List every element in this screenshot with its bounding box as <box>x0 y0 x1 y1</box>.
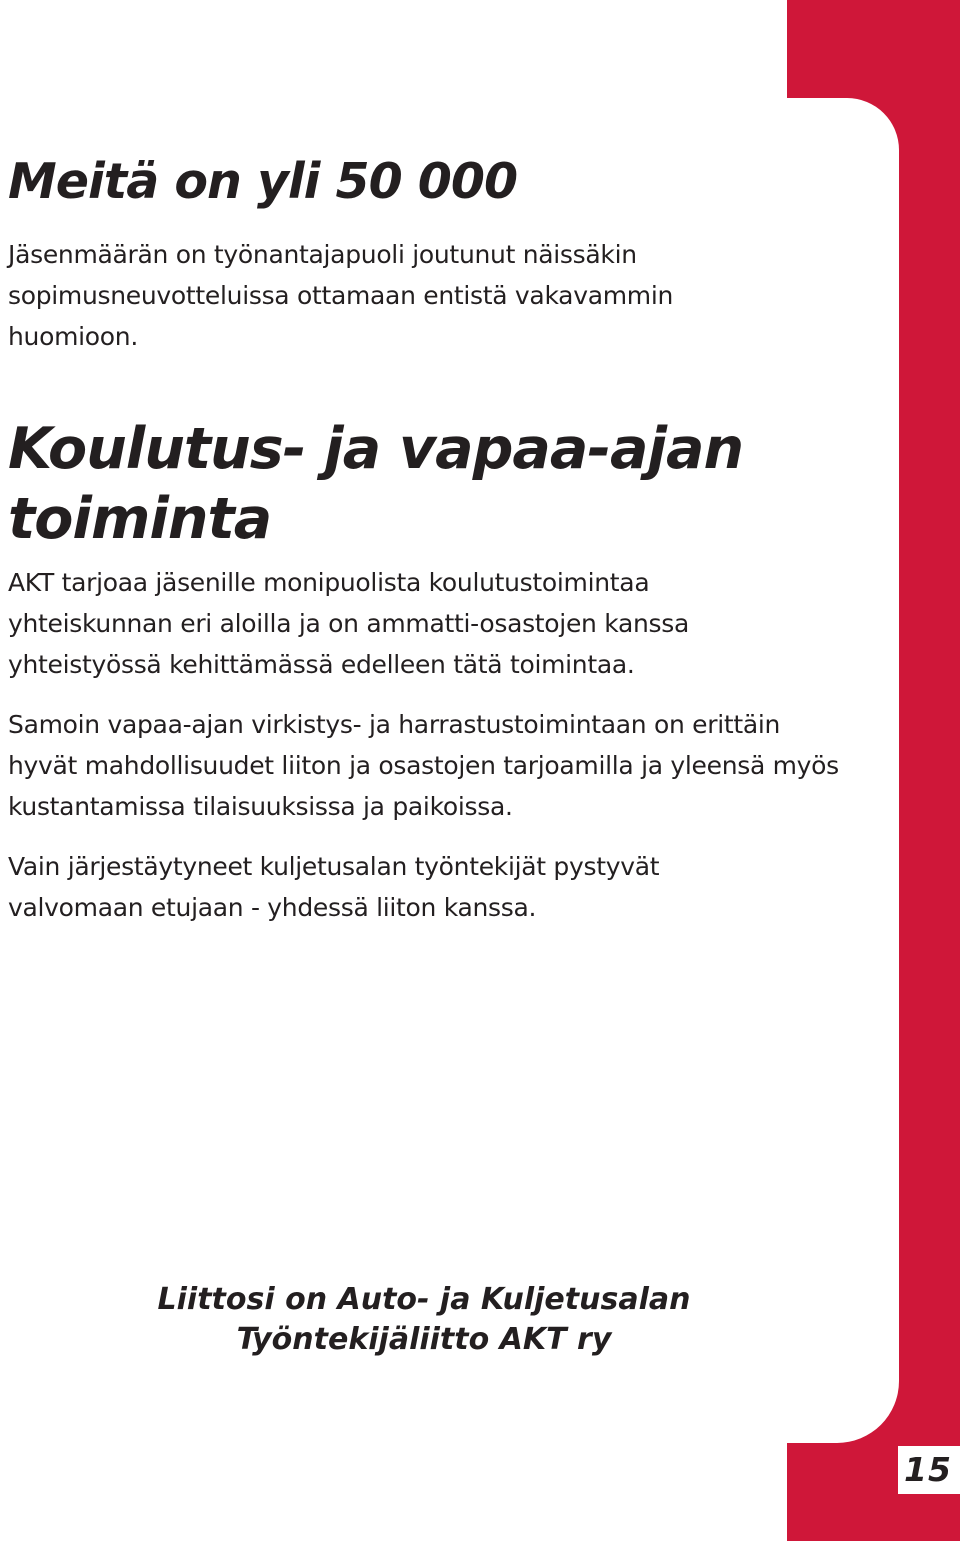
heading-members: Meitä on yli 50 000 <box>8 153 518 210</box>
paragraph-training-organized: Vain järjestäytyneet kuljetusalan työntekijät pystyvät valvomaan etujaan - yhdessä liiton kanssa. <box>8 852 660 922</box>
paragraph-members: Jäsenmäärän on työnantajapuoli joutunut näissäkin sopimusneuvotteluissa ottamaan entistä vakavammin huomioon. <box>8 240 674 351</box>
footer-union-name <box>0 1280 848 1360</box>
heading-training: Koulutus- ja vapaa-ajan toiminta <box>8 416 744 552</box>
footer-line-2: Työntekijäliitto AKT ry <box>236 1322 612 1357</box>
footer-line-1: Liittosi on Auto- ja Kuljetusalan <box>157 1282 691 1317</box>
page-number: 15 <box>904 1450 952 1489</box>
paragraph-training-leisure: Samoin vapaa-ajan virkistys- ja harrastustoimintaan on erittäin hyvät mahdollisuudet liiton ja osastojen tarjoamilla ja yleensä myös kustantamissa tilaisuuksissa ja paikoissa. <box>8 710 839 821</box>
paragraph-training-education: AKT tarjoaa jäsenille monipuolista koulutustoimintaa yhteiskunnan eri aloilla ja on ammatti-osastojen kanssa yhteistyössä kehittämässä edelleen tätä toimintaa. <box>8 568 689 679</box>
